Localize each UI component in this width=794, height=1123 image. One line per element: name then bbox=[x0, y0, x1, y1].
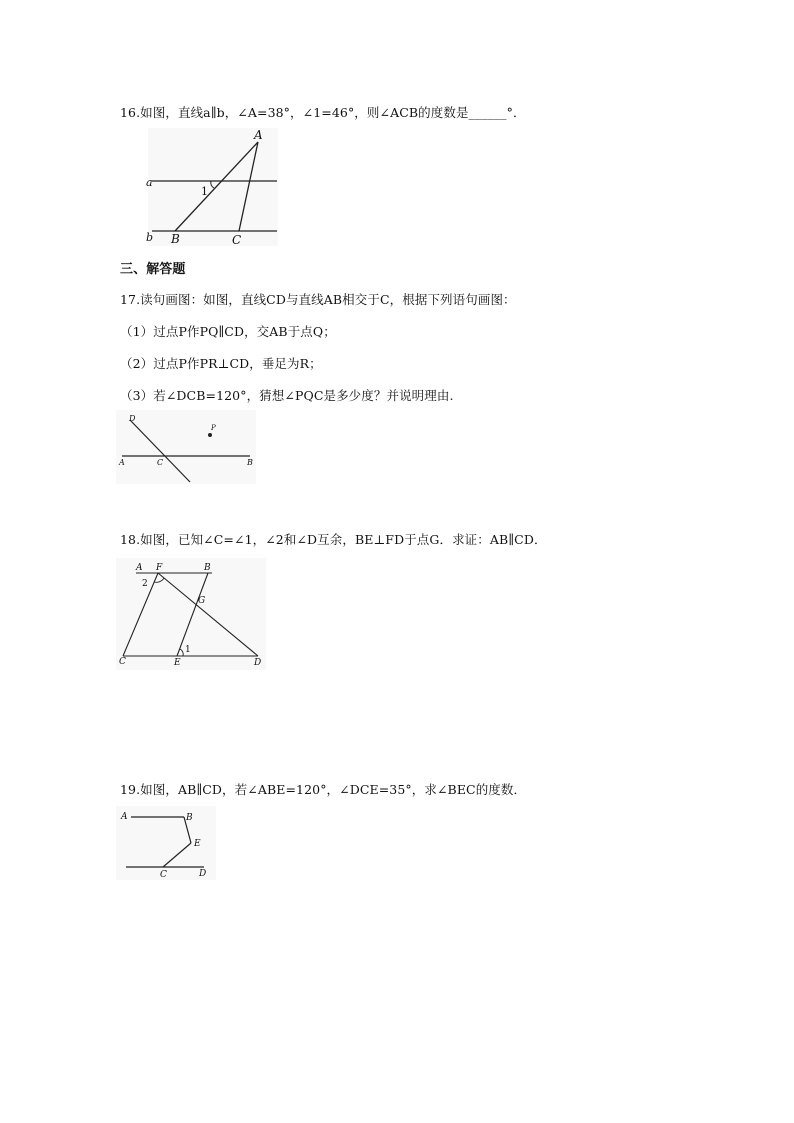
label-D: D bbox=[254, 658, 262, 668]
label-b: b bbox=[146, 231, 154, 244]
q16-figure bbox=[140, 128, 290, 250]
q19-text: 19.如图，AB∥CD，若∠ABE=120°，∠DCE=35°，求∠BEC的度数． bbox=[120, 782, 527, 797]
label-E: E bbox=[174, 658, 181, 668]
label-C: C bbox=[232, 233, 242, 247]
q17-item-3: （3）若∠DCB=120°，猜想∠PQC是多少度？并说明理由. bbox=[120, 388, 454, 403]
label-B: B bbox=[247, 458, 253, 467]
q17-item-1: （1）过点P作PQ∥CD，交AB于点Q； bbox=[120, 324, 336, 339]
label-B: B bbox=[204, 563, 211, 573]
label-a: a bbox=[146, 176, 153, 189]
label-B: B bbox=[186, 813, 193, 823]
label-A: A bbox=[254, 128, 263, 142]
q19-figure bbox=[116, 806, 218, 882]
label-F: F bbox=[156, 563, 163, 573]
label-2: 2 bbox=[142, 579, 148, 589]
label-G: G bbox=[198, 596, 206, 606]
label-P: P bbox=[211, 424, 216, 432]
label-A: A bbox=[136, 563, 143, 573]
label-B: B bbox=[171, 232, 180, 246]
section-heading: 三、解答题 bbox=[120, 262, 186, 277]
label-C: C bbox=[160, 870, 167, 880]
label-E: E bbox=[194, 839, 201, 849]
label-C: C bbox=[157, 458, 164, 467]
q18-figure bbox=[116, 558, 266, 670]
label-D: D bbox=[129, 414, 136, 423]
label-A: A bbox=[119, 458, 125, 467]
q16-text: 16.如图，直线a∥b，∠A=38°，∠1=46°，则∠ACB的度数是______°． bbox=[120, 105, 526, 120]
q17-figure bbox=[116, 410, 258, 486]
label-1: 1 bbox=[185, 645, 191, 655]
label-C: C bbox=[119, 657, 126, 667]
q17-text: 17.读句画图：如图，直线CD与直线AB相交于C，根据下列语句画图： bbox=[120, 292, 516, 307]
label-1: 1 bbox=[201, 185, 208, 198]
label-A: A bbox=[121, 812, 128, 822]
q17-item-2: （2）过点P作PR⊥CD，垂足为R； bbox=[120, 356, 322, 371]
label-D: D bbox=[199, 869, 207, 879]
point-P bbox=[208, 433, 212, 437]
q18-text: 18.如图，已知∠C=∠1，∠2和∠D互余，BE⊥FD于点G．求证：AB∥CD． bbox=[120, 532, 547, 547]
